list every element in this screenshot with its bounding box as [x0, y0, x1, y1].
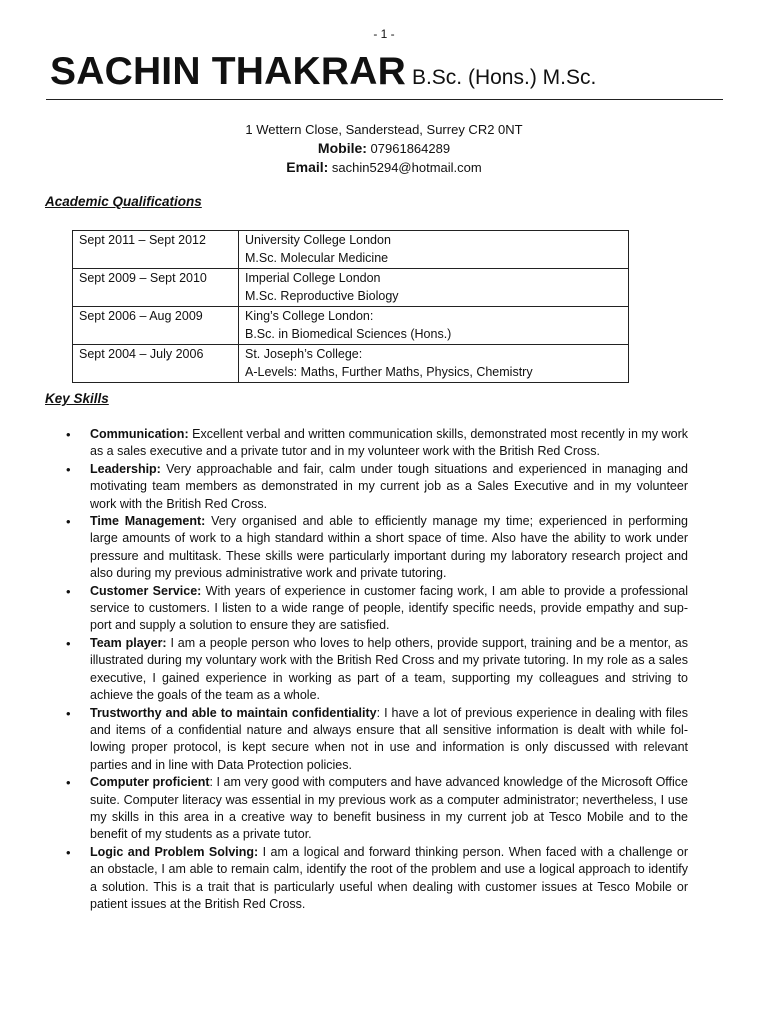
page-number: - 1 -: [373, 27, 395, 41]
skill-title: Team player:: [90, 635, 167, 650]
bullet-icon: •: [66, 461, 71, 477]
skill-description: : I am very good with computers and have advanced knowledge of the Microsoft Office suite. Computer literacy was essential in my previous work as a computer administrator; nevertheless, I use my skills in this area in a creative way to benefit business in my current job at Tesco Mobile and to the benefit of my students as a private tutor.: [90, 775, 688, 842]
skill-title: Time Management:: [90, 514, 206, 529]
bullet-icon: •: [66, 705, 71, 721]
qualification-dates: Sept 2009 – Sept 2010: [73, 269, 239, 307]
candidate-name: SACHIN THAKRAR: [50, 50, 406, 93]
email-line: [0, 158, 768, 177]
qualification-dates: Sept 2004 – July 2006: [73, 345, 239, 383]
list-item: [60, 583, 688, 635]
bullet-icon: •: [66, 583, 71, 599]
skill-description: I am a people person who loves to help others, provide support, training and be a mentor, as illustrated during my voluntary work with the British Red Cross and my private tutoring. In my role as a sales executive, I gained experience in working as part of a team, supporting my colleagues and striving to achieve the goals of the team as a whole.: [90, 635, 688, 703]
bullet-icon: •: [66, 635, 71, 651]
qualifications-table: [72, 230, 629, 383]
skill-description: With years of experience in customer facing work, I am able to provide a professional service to customers. I listen to a wide range of people, identify specific needs, provide empathy and support and supply a solution to ensure they are satisfied.: [90, 583, 688, 633]
skill-description: Very organised and able to efficiently manage my time; experienced in performing large amounts of work to a high standard within a short space of time. Also have the ability to work under pressure and multitask. These skills were particularly important during my laboratory research project and also during my previous administrative work and private tutoring.: [90, 514, 688, 581]
institution-name: King’s College London:: [245, 309, 374, 323]
skill-description: Very approachable and fair, calm under tough situations and experienced in managing and motivating team members as demonstrated in my current job as a Sales Executive and in my volunteer work with the British Red Cross.: [90, 461, 688, 511]
list-item: [60, 844, 688, 914]
qualification-details: [239, 307, 629, 345]
academic-heading: Academic Qualifications: [45, 194, 202, 209]
institution-name: University College London: [245, 233, 391, 247]
skill-title: Communication:: [90, 427, 189, 441]
list-item: [60, 705, 688, 775]
course-name: B.Sc. in Biomedical Sciences (Hons.): [245, 326, 452, 341]
table-row: [73, 231, 629, 269]
list-item: [60, 513, 688, 583]
qualification-details: [239, 231, 629, 269]
institution-name: St. Joseph’s College:: [245, 347, 363, 361]
qualification-dates: Sept 2006 – Aug 2009: [73, 307, 239, 345]
skill-title: Computer proficient: [90, 775, 210, 790]
email-address: sachin5294@hotmail.com: [331, 160, 482, 175]
email-label: Email:: [286, 159, 329, 175]
skill-title: Leadership:: [90, 461, 161, 476]
mobile-line: [0, 139, 768, 158]
mobile-label: Mobile:: [317, 140, 367, 156]
table-row: [73, 307, 629, 345]
qualification-dates: Sept 2011 – Sept 2012: [73, 231, 239, 269]
course-name: M.Sc. Molecular Medicine: [245, 250, 389, 265]
skill-title: Logic and Problem Solving:: [90, 844, 259, 859]
list-item: [60, 461, 688, 513]
course-name: A-Levels: Maths, Further Maths, Physics, Chemistry: [245, 364, 533, 379]
course-name: M.Sc. Reproductive Biology: [245, 288, 399, 303]
bullet-icon: •: [66, 427, 71, 442]
skill-description: Excellent verbal and written communication skills, demonstrated most recently in my work as a sales executive and a private tutor and in my volunteer work with the British Red Cross.: [90, 427, 688, 459]
qualification-details: [239, 269, 629, 307]
bullet-icon: •: [66, 775, 71, 791]
list-item: [60, 635, 688, 705]
contact-block: [0, 120, 768, 177]
candidate-degrees: B.Sc. (Hons.) M.Sc.: [411, 66, 597, 89]
table-row: [73, 269, 629, 307]
list-item: [60, 426, 688, 461]
institution-name: Imperial College London: [245, 271, 381, 285]
bullet-icon: •: [66, 844, 71, 860]
qualification-details: [239, 345, 629, 383]
mobile-number: 07961864289: [370, 141, 451, 156]
skills-heading: Key Skills: [45, 391, 109, 406]
address: 1 Wettern Close, Sanderstead, Surrey CR2 0NT: [245, 122, 523, 137]
list-item: [60, 774, 688, 844]
skill-description: I am a logical and forward thinking person. When faced with a challenge or an obstacle, I am able to remain calm, identify the root of the problem and use a logical approach to identify a solution. This is a trait that is particularly useful when dealing with customer issues at Tesco Mobile or patient issues at the British Red Cross.: [90, 844, 688, 911]
bullet-icon: •: [66, 514, 71, 530]
skill-title: Customer Service:: [90, 583, 202, 598]
skill-description: : I have a lot of previous experience in dealing with files and items of a confidential nature and always ensure that all sensitive information is dealt with while following proper protocol, is kept secure when not in use and information is only discussed with relevant parties and in line with Data Protection policies.: [90, 705, 688, 772]
name-header: [50, 50, 596, 94]
header-divider: [46, 99, 723, 100]
skills-list: [60, 426, 688, 913]
skill-title: Trustworthy and able to maintain confidentiality: [90, 705, 377, 720]
table-row: [73, 345, 629, 383]
